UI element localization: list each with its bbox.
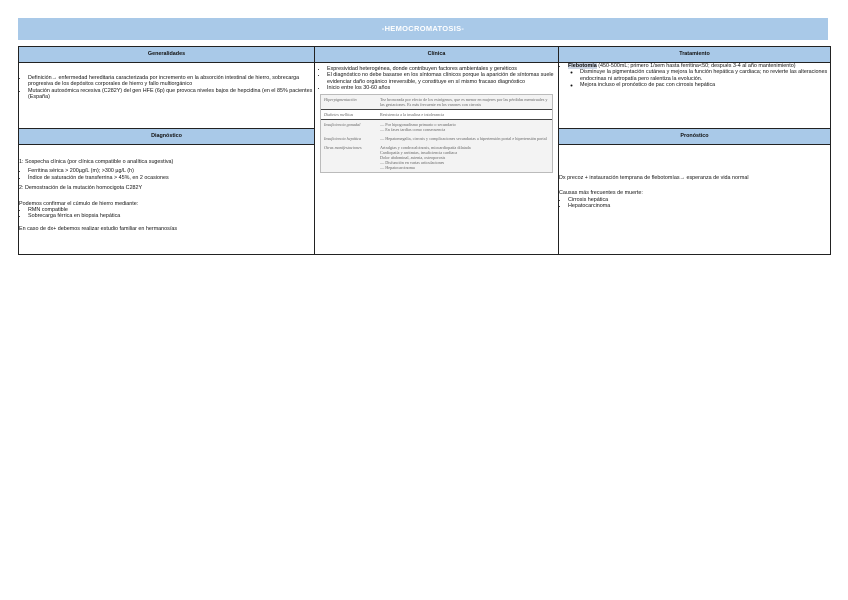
diagnostico-step1: 1: Sospecha clínica (por clínica compatible o analítica sugestiva): [19, 159, 174, 165]
table-label: Insuficiencia gonadal: [324, 121, 361, 127]
table-text: Artralgias y condrocalcinosis, miocardiopatía dilatada Cardiopatía y arritmias, insuficiencia cardiaca Dolor abdominal, astenia, osteoporosis — Disfunción en varias articulaciones — Hepatocarcinoma: [380, 144, 471, 170]
clinica-list: [318, 66, 555, 92]
tratamiento-cell: [559, 63, 831, 129]
diagnostico-family-study: En caso de dx+ debemos realizar estudio familiar en hermanos/as: [19, 225, 178, 232]
list-item: • Índice de saturación de transferrina > 45%, en 2 ocasiones: [28, 175, 314, 181]
diagnostico-list3: [19, 207, 314, 220]
generalidades-list: [19, 75, 314, 101]
list-item: ◦ Mejora incluso el pronóstico de pac con cirrosis hepática: [580, 82, 830, 88]
list-item: ◦ Disminuye la pigmentación cutánea y mejora la función hepática y cardiaca; no revierte las alteraciones endocrinas ni artropatía pero ralentiza la evolución.: [580, 69, 830, 82]
flebotomia-text: (450-500mL; primero 1/sem hasta ferritina<50; después 3-4 al año mantenimiento): [598, 63, 796, 69]
list-item: • Definición→ enfermedad hereditaria caracterizada por incremento en la absorción intestinal de hierro, sobrecarga progresiva de los depósitos corporales de hierro y fallo multiorgánico: [28, 75, 314, 88]
diagnostico-step2: 2: Demostración de la mutación homocigota C282Y: [19, 185, 143, 192]
table-label: Diabetes mellitus: [321, 109, 377, 119]
diagnostico-list1: [19, 168, 314, 181]
pronostico-summary: Dx precoz + instauración temprana de flebotomías→ esperanza de vida normal: [559, 175, 749, 181]
diagnostico-confirm: Podemos confirmar el cúmulo de hierro mediante:: [19, 200, 139, 207]
tratamiento-sublist: [568, 69, 830, 88]
table-text: — Por hipogonadismo primario o secundario — En fases tardías como consecuencia: [380, 121, 456, 132]
list-item: • RMN compatible: [28, 207, 314, 213]
flebotomia-highlight: Flebotomía: [568, 63, 597, 69]
pronostico-cell: [559, 145, 831, 255]
header-tratamiento: Tratamiento: [559, 47, 831, 63]
list-item: • Inicio entre los 30-60 años: [327, 85, 555, 91]
generalidades-cell: [19, 63, 315, 129]
list-item: • Sobrecarga férrica en biopsia hepática: [28, 213, 314, 219]
table-text: — Hepatomegalia, cirrosis y complicaciones secundarias a hipertensión portal e hipertensión portal: [380, 135, 547, 141]
header-clinica: Clínica: [315, 47, 559, 63]
header-generalidades: Generalidades: [19, 47, 315, 63]
list-item: • Hepatocarcinoma: [568, 203, 830, 209]
pronostico-list: [559, 197, 830, 210]
clinica-cell: [315, 63, 559, 255]
table-text: Tez bronceada por efecto de los estrógenos, que es menor en mujeres por las pérdidas menstruales y las gestaciones. Es más frecuente en los varones con cirrosis: [380, 96, 548, 107]
table-label: Insuficiencia hepática: [324, 135, 362, 141]
pronostico-causes-title: Causas más frecuentes de muerte:: [559, 190, 643, 197]
diagnostico-cell: [19, 145, 315, 255]
list-item: [568, 63, 830, 89]
list-item: • Cirrosis hepática: [568, 197, 830, 203]
summary-table: [18, 46, 831, 255]
page-title: -HEMOCROMATOSIS-: [18, 18, 828, 40]
list-item: • Expresividad heterogénea, donde contribuyen factores ambientales y genéticos: [327, 66, 555, 72]
list-item: • Mutación autosómica recesiva (C282Y) del gen HFE (6p) que provoca niveles bajos de hepcidina (en el 85% pacientes (España): [28, 88, 314, 101]
list-item: • Ferritina sérica > 200µg/L (m); >300 µg/L (h): [28, 168, 314, 174]
list-item: • El diagnóstico no debe basarse en los síntomas clínicos porque la aparición de síntomas suele evidenciar daño orgánico irreversible, y constituye en sí mismo fracaso diagnóstico: [327, 72, 555, 85]
table-label: Otras manifestaciones: [324, 144, 362, 150]
table-text: Resistencia a la insulina e intolerancia: [377, 109, 552, 119]
tratamiento-list: [559, 63, 830, 89]
clinical-manifestations-table: [320, 94, 553, 173]
header-pronostico: Pronóstico: [559, 129, 831, 145]
header-diagnostico: Diagnóstico: [19, 129, 315, 145]
table-label: Hiperpigmentación: [324, 96, 357, 102]
